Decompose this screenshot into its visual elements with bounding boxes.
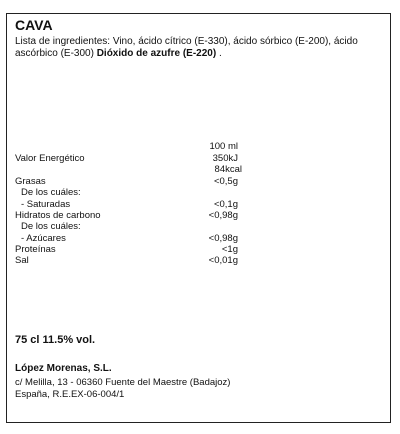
protein-label: Proteínas (15, 244, 56, 255)
carbs-label: Hidratos de carbono (15, 210, 101, 221)
salt-label: Sal (15, 255, 29, 266)
company-registry: España, R.E.EX-06-004/1 (15, 389, 125, 400)
sugars-value: <0,98g (208, 233, 238, 244)
sugars-label: - Azúcares (21, 233, 66, 244)
carbs-sub-intro: De los cuáles: (21, 221, 81, 232)
saturated-value: <0,1g (213, 199, 238, 210)
fat-value: <0,5g (213, 176, 238, 187)
ingredients-end: . (216, 48, 222, 59)
saturated-label: - Saturadas (21, 199, 71, 210)
salt-value: <0,01g (208, 255, 238, 266)
allergen-text: Dióxido de azufre (E-220) (96, 48, 217, 59)
ingredients-text: Lista de ingredientes: Vino, ácido cítrico (E-330), ácido sórbico (E-200), ácido ascórbico (E-300) (15, 36, 358, 59)
volume-info: 75 cl 11.5% vol. (15, 334, 96, 346)
label-frame (6, 13, 391, 423)
protein-value: <1g (221, 244, 238, 255)
fat-label: Grasas (15, 176, 46, 187)
fat-sub-intro: De los cuáles: (21, 187, 81, 198)
energy-kcal-value: 84kcal (214, 164, 242, 175)
carbs-value: <0,98g (208, 210, 238, 221)
nutrition-header: 100 ml (209, 141, 238, 152)
energy-label: Valor Energético (15, 153, 85, 164)
product-title: CAVA (15, 17, 53, 33)
company-name: López Morenas, S.L. (15, 363, 112, 374)
company-address: c/ Melilla, 13 - 06360 Fuente del Maestre (Badajoz) (15, 377, 231, 388)
energy-kj-value: 350kJ (212, 153, 238, 164)
